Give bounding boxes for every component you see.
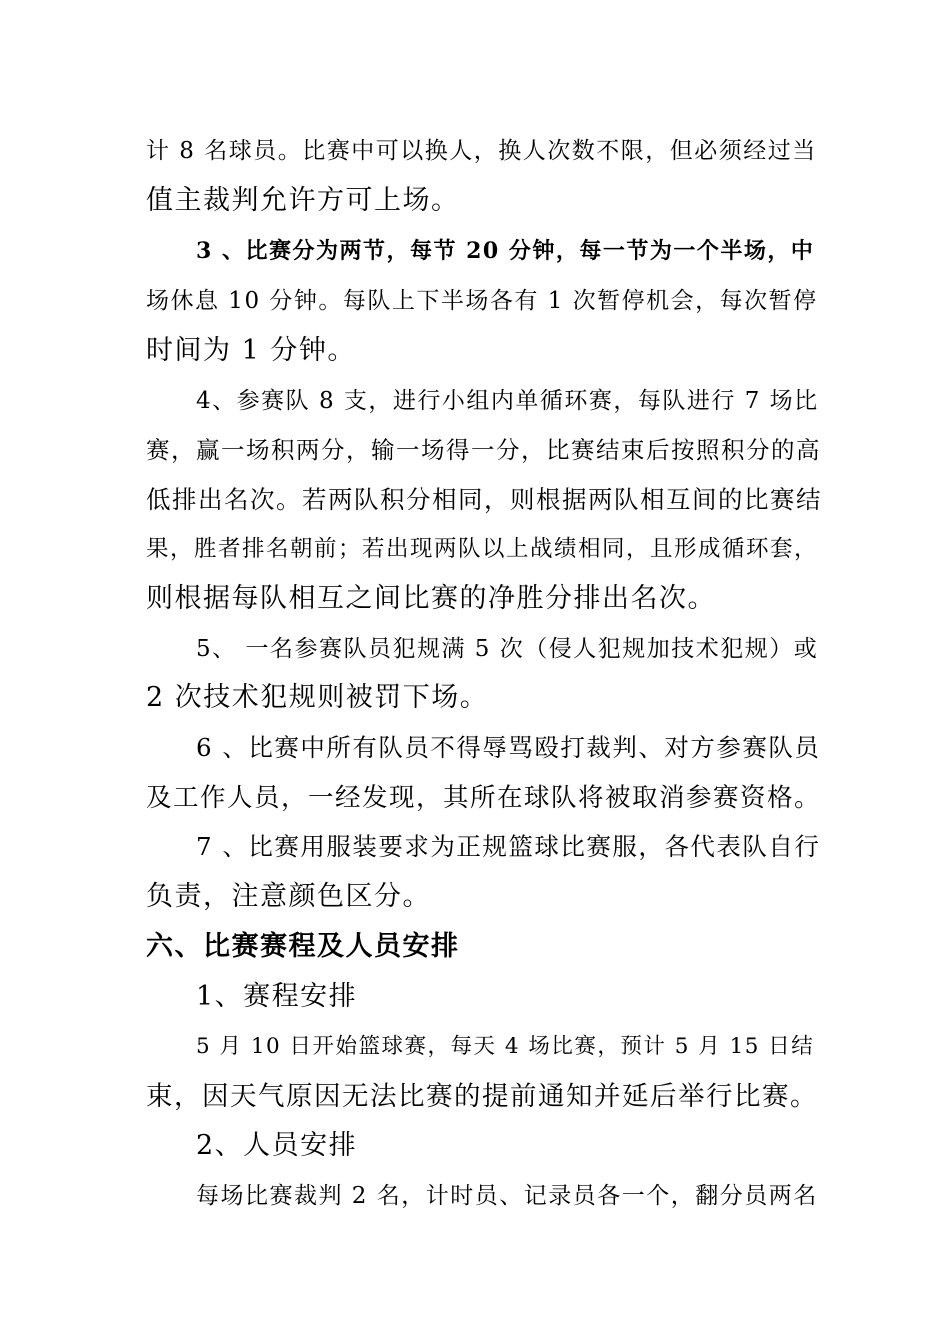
text-line: 场休息 10 分钟。每队上下半场各有 1 次暂停机会，每次暂停	[146, 288, 818, 314]
text-line: 每场比赛裁判 2 名，计时员、记录员各一个，翻分员两名	[196, 1183, 818, 1209]
text-line: 值主裁判允许方可上场。	[146, 185, 460, 216]
rule-4-line: 4、参赛队 8 支，进行小组内单循环赛，每队进行 7 场比	[196, 388, 819, 414]
text-line: 时间为 1 分钟。	[146, 335, 356, 366]
text-line: 计 8 名球员。比赛中可以换人，换人次数不限，但必须经过当	[146, 138, 817, 164]
subsection-heading: 2、人员安排	[196, 1130, 358, 1161]
text-line: 赛，赢一场积两分，输一场得一分，比赛结束后按照积分的高	[146, 436, 821, 464]
subsection-heading: 1、赛程安排	[196, 981, 358, 1012]
text-line: 束，因天气原因无法比赛的提前通知并延后举行比赛。	[146, 1081, 818, 1112]
text-line: 2 次技术犯规则被罚下场。	[146, 682, 489, 713]
rule-7-line: 7 、比赛用服装要求为正规篮球比赛服，各代表队自行	[196, 832, 821, 861]
rule-6-line: 6 、比赛中所有队员不得辱骂殴打裁判、对方参赛队员	[196, 733, 821, 762]
text-line: 低排出名次。若两队积分相同，则根据两队相互间的比赛结	[146, 485, 822, 514]
text-line: 及工作人员，一经发现，其所在球队将被取消参赛资格。	[146, 783, 822, 813]
rule-3-line: 3 、比赛分为两节，每节 20 分钟，每一节为一个半场，中	[196, 238, 815, 264]
text-line: 则根据每队相互之间比赛的净胜分排出名次。	[146, 583, 716, 614]
text-line: 5 月 10 日开始篮球赛，每天 4 场比赛，预计 5 月 15 日结	[196, 1034, 815, 1059]
section-heading: 六、比赛赛程及人员安排	[146, 931, 460, 962]
text-line: 负责，注意颜色区分。	[146, 881, 431, 912]
text-line: 果，胜者排名朝前；若出现两队以上战绩相同，且形成循环套，	[146, 536, 819, 562]
rule-5-line: 5、 一名参赛队员犯规满 5 次（侵人犯规加技术犯规）或	[196, 636, 819, 662]
